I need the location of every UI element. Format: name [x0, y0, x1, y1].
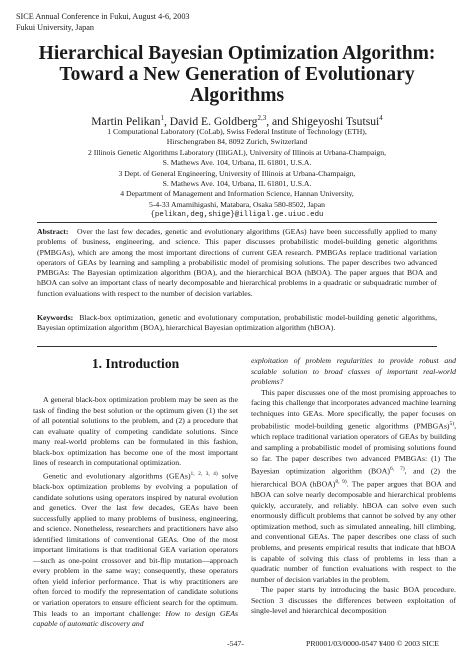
- citation: 1, 2, 3, 4): [190, 470, 218, 477]
- abstract-label: Abstract:: [37, 227, 69, 236]
- right-column: [251, 356, 456, 617]
- affiliation-line: Hirschengraben 84, 8092 Zurich, Switzerland: [166, 137, 308, 147]
- affiliations: [0, 127, 474, 221]
- title-line-1: Hierarchical Bayesian Optimization Algorithm:: [38, 43, 436, 64]
- paragraph-text: . The paper argues that BOA and hBOA can solve nearly decomposable and hierarchical problems quickly, accurately, and reliably. hBOA can solve even such enormously difficult problems that cannot be solved by any other optimization method, such as simulated annealing, hill climbing, and conventional GEAs. The paper describes one class of such problems, and presents empirical results that indicate that hBOA is capable of solving this class of problems in less than a quadratic number of function evaluations with respect to the number of decision variables in the problem.: [251, 479, 457, 584]
- intro-paragraph-2: [33, 469, 238, 630]
- venue-line: Fukui University, Japan: [16, 23, 94, 32]
- keywords: [37, 313, 437, 334]
- conference-line: SICE Annual Conference in Fukui, August 4-6, 2003: [16, 12, 190, 21]
- abstract: [37, 227, 437, 299]
- title-line-2: Toward a New Generation of Evolutionary: [59, 64, 415, 85]
- abstract-top-rule: [37, 222, 437, 223]
- author-2: David E. Goldberg: [169, 114, 258, 128]
- intro-paragraph-4: The paper starts by introducing the basic BOA procedure. Section 3 discusses the differences between exploitation of single-level and hierarchical decomposition: [251, 585, 456, 616]
- paragraph-text: This paper discusses one of the most promising approaches to facing this challenge that incorporates advanced machine learning techniques into GEAs. More specifically, the paper focuses on probabilistic model-building genetic algorithms (PMBGAs): [251, 387, 456, 431]
- keywords-text: Black-box optimization, genetic and evolutionary computation, probabilistic model-building genetic algorithms, Bayesian optimization algorithm (BOA), hierarchical Bayesian optimization algorithm (hBOA).: [37, 313, 438, 333]
- author-3-affil: 4: [379, 114, 383, 122]
- challenge-question: How to design GEAs capable of automatic discovery and: [33, 608, 239, 629]
- affiliation-line: 1 Computational Laboratory (CoLab), Swiss Federal Institute of Technology (ETH),: [107, 127, 367, 136]
- publication-code: PR0001/03/0000-0547 ¥400 © 2003 SICE: [306, 639, 439, 648]
- citation: 6, 7): [389, 466, 405, 473]
- author-2-affil: 2,3: [257, 114, 267, 122]
- title-line-3: Algorithms: [189, 85, 285, 106]
- conference-header: [16, 11, 190, 33]
- intro-paragraph-1: A general black-box optimization problem may be seen as the task of finding the best solution or the optimum given (1) the set of all potential solutions to the problem, and (2) a procedure that can evaluate quality of competing candidate solutions. Since many real-world problems can be formulated in this fashion, black-box optimization has become one of the most important lines of research in computational optimization.: [33, 395, 238, 468]
- left-column: [33, 356, 238, 630]
- abstract-bottom-rule: [37, 346, 437, 347]
- abstract-text: Over the last few decades, genetic and evolutionary algorithms (GEAs) have been successfully applied to many problems of business, engineering, and science. This paper discusses probabilistic model-building genetic algorithms (PMBGAs), which are among the most important directions of current GEA research. PMBGAs replace traditional variation operators of GEAs by learning and sampling a probabilistic model of promising solutions. The paper describes two advanced PMBGAs: The Bayesian optimization algorithm (BOA), and the hierarchical BOA (hBOA). The paper argues that BOA and hBOA can solve an important class of nearly decomposable and hierarchical problems in a quadratic or subquadratic number of function evaluations with respect to the number of decision variables.: [37, 227, 438, 298]
- author-separator: , and: [266, 114, 292, 128]
- author-1-affil: 1: [160, 114, 164, 122]
- affiliation-line: 4 Department of Management and Information Science, Hannan University,: [120, 189, 354, 199]
- paragraph-text: , and (2) the hierarchical BOA (hBOA): [251, 466, 456, 489]
- intro-paragraph-3: [251, 388, 456, 586]
- affiliation-line: 3 Dept. of General Engineering, University of Illinois at Urbana-Champaign,: [118, 168, 356, 178]
- author-separator: ,: [163, 114, 170, 128]
- section-heading-introduction: 1. Introduction: [91, 356, 180, 371]
- keywords-label: Keywords:: [37, 313, 74, 322]
- affiliation-line: S. Mathews Ave. 104, Urbana, IL 61801, U.S.A.: [162, 179, 312, 189]
- affiliation-line: 2 Illinois Genetic Algorithms Laboratory (IlliGAL), University of Illinois at Urbana-Champaign,: [87, 147, 387, 157]
- paragraph-text: Genetic and evolutionary algorithms (GEAs): [43, 471, 191, 481]
- paper-title: [0, 43, 474, 106]
- author-1: Martin Pelikan: [91, 114, 161, 128]
- paragraph-text: solve black-box optimization problems by evolving a population of candidate solutions using operators inspired by natural evolution and genetics. Over the last few decades, GEAs have been successfully applied to many problems of business, engineering, and science. Nonetheless, researchers and practitioners have also identified limitations of conventional GEAs. One of the most important limitations is that traditional GEA variation operators—such as one-point crossover and bit-flip mutation—approach every problem in the same way; consequently, these operators often yield inferior performance. That is why practitioners are often forced to modify the representation of candidate solutions or variation operators to ensure efficient search for the optimum. This leads to an important challenge:: [33, 471, 239, 618]
- affiliation-line: S. Mathews Ave. 104, Urbana, IL 61801, U.S.A.: [162, 158, 312, 168]
- challenge-question-continued: exploitation of problem regularities to provide robust and scalable solution to broad classes of important real-world problems?: [251, 356, 456, 387]
- author-3: Shigeyoshi Tsutsui: [291, 114, 380, 128]
- author-emails: {pelikan,deg,shige}@illigal.ge.uiuc.edu: [150, 211, 324, 220]
- citation: 5): [449, 421, 455, 428]
- affiliation-line: 5-4-33 Amamihigashi, Matabara, Osaka 580-8502, Japan: [149, 199, 325, 209]
- page-number: -547-: [227, 639, 244, 648]
- citation: 8, 9): [335, 479, 347, 486]
- paragraph-text: , which replace traditional variation operators of GEAs by building and sampling a probabilistic model of promising solutions found so far. The paper describes two advanced PMBGAs: (1) The Bayesian optimization algorithm (BOA): [251, 421, 456, 476]
